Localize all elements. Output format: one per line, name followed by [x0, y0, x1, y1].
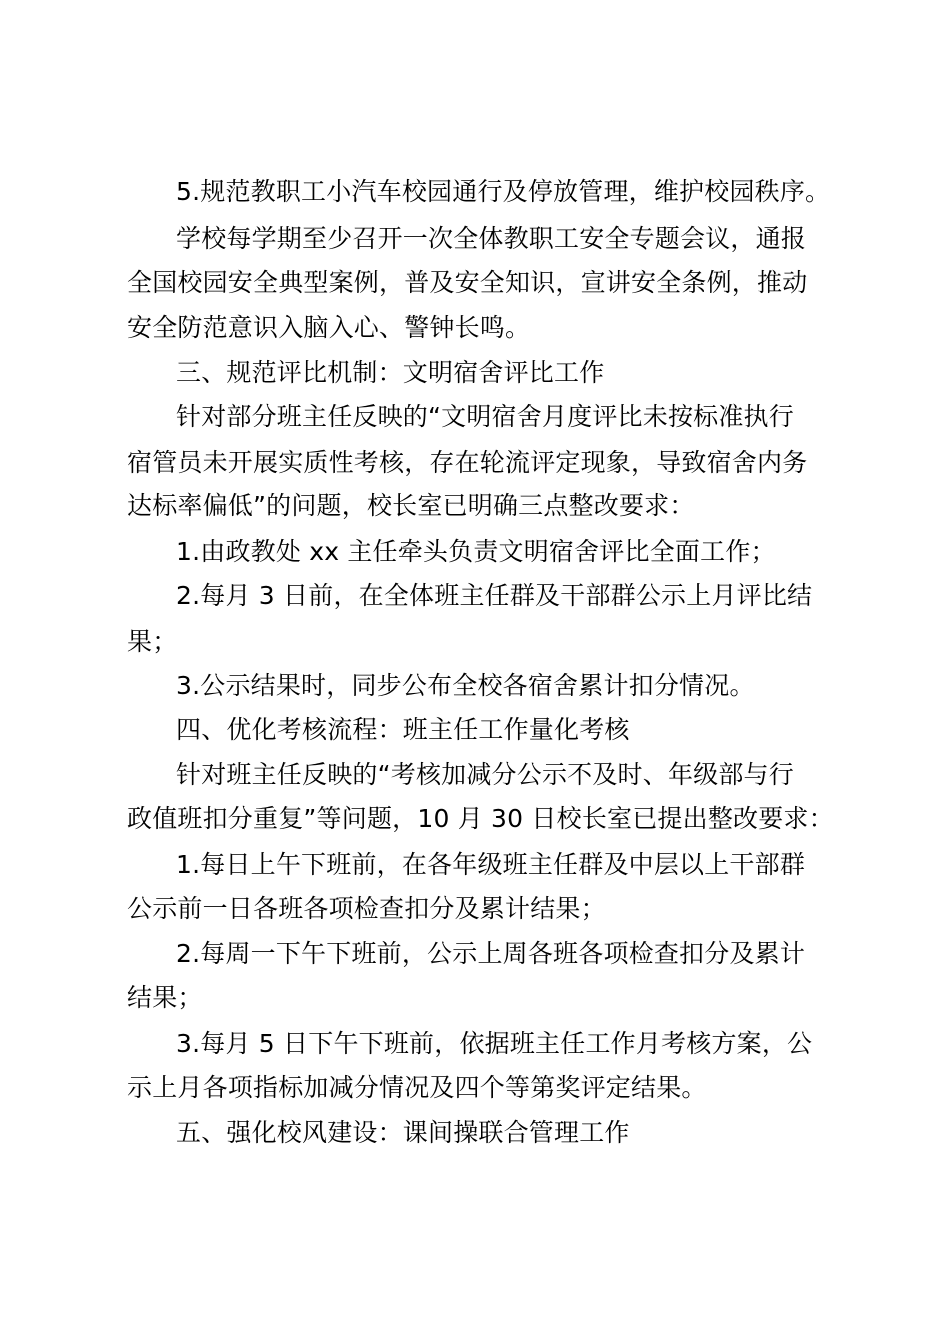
list-item-continuation: 果；	[127, 627, 178, 656]
paragraph-line: 政值班扣分重复”等问题，10 月 30 日校长室已提出整改要求：	[127, 804, 834, 833]
paragraph-line: 学校每学期至少召开一次全体教职工安全专题会议，通报	[176, 224, 807, 253]
paragraph-line: 达标率偏低”的问题，校长室已明确三点整改要求：	[127, 491, 695, 520]
list-item-continuation: 公示前一日各班各项检查扣分及累计结果；	[127, 894, 606, 923]
list-item: 2.每月 3 日前，在全体班主任群及干部群公示上月评比结	[176, 581, 813, 610]
paragraph-line: 针对班主任反映的“考核加减分公示不及时、年级部与行	[176, 760, 794, 789]
list-item-continuation: 结果；	[127, 983, 203, 1012]
paragraph-line: 宿管员未开展实质性考核，存在轮流评定现象，导致宿舍内务	[127, 448, 808, 477]
paragraph-line: 安全防范意识入脑入心、警钟长鸣。	[127, 313, 531, 342]
list-item: 3.公示结果时，同步公布全校各宿舍累计扣分情况。	[176, 671, 755, 700]
list-item: 2.每周一下午下班前，公示上周各班各项检查扣分及累计	[176, 939, 806, 968]
list-item: 1.由政教处 xx 主任牵头负责文明宿舍评比全面工作；	[176, 537, 776, 566]
section-heading: 四、优化考核流程：班主任工作量化考核	[176, 715, 630, 744]
list-item: 1.每日上午下班前，在各年级班主任群及中层以上干部群	[176, 850, 806, 879]
paragraph-line: 针对部分班主任反映的“文明宿舍月度评比未按标准执行	[176, 402, 794, 431]
section-heading: 五、强化校风建设：课间操联合管理工作	[176, 1118, 630, 1147]
list-item-continuation: 示上月各项指标加减分情况及四个等第奖评定结果。	[127, 1073, 707, 1102]
list-item: 3.每月 5 日下午下班前，依据班主任工作月考核方案，公	[176, 1029, 813, 1058]
section-heading: 三、规范评比机制：文明宿舍评比工作	[176, 358, 605, 387]
paragraph-line: 全国校园安全典型案例，普及安全知识，宣讲安全条例，推动	[127, 268, 808, 297]
paragraph-line: 5.规范教职工小汽车校园通行及停放管理，维护校园秩序。	[176, 177, 831, 206]
